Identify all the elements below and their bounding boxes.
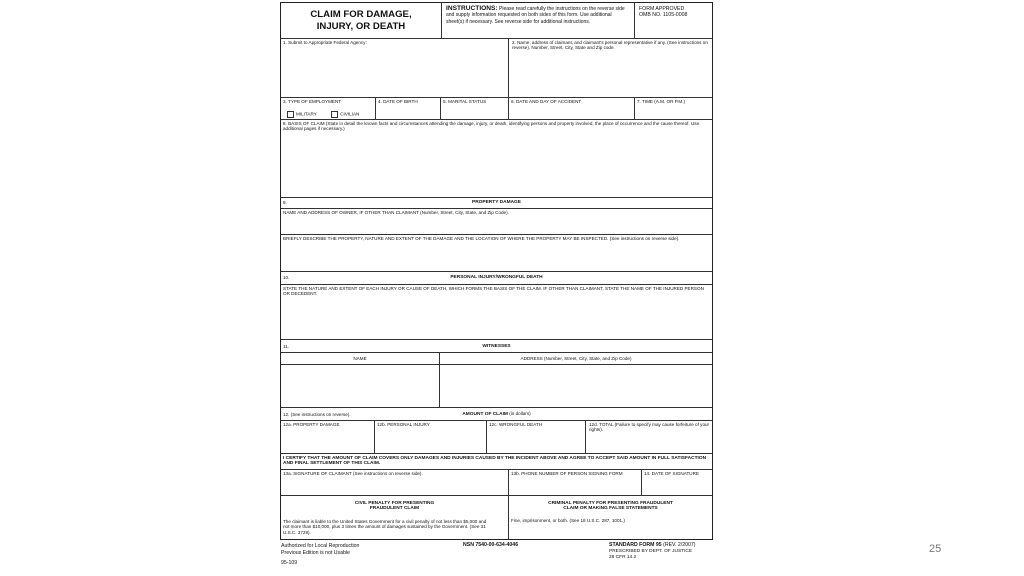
property-header xyxy=(281,198,712,209)
accident-date-label: 6. DATE AND DAY OF ACCIDENT xyxy=(511,99,582,104)
footer-reproduction: Authorized for Local Reproduction xyxy=(281,543,360,549)
witnesses-number: 11. xyxy=(283,344,290,349)
injury-number: 10. xyxy=(283,275,290,280)
title-line-1: CLAIM FOR DAMAGE, xyxy=(310,9,412,20)
owner-label: NAME AND ADDRESS OF OWNER, IF OTHER THAN CLAIMANT (Number, Street, City, State, and Zip Code). xyxy=(283,210,509,215)
title-line-2: INJURY, OR DEATH xyxy=(316,20,406,32)
instructions-text: Please read carefully the instructions on the reverse side and supply information requested on both sides of this form. Use additional sheet(s) if necessary. See reverse side for additional instructions. xyxy=(446,6,625,25)
form-title xyxy=(281,3,442,39)
footer-left xyxy=(281,543,359,567)
amount-heading: AMOUNT OF CLAIM xyxy=(462,412,508,417)
amount-heading-note: (in dollars) xyxy=(509,411,531,416)
marital-field[interactable] xyxy=(441,98,509,120)
claim-form xyxy=(280,2,713,540)
certification-text: I CERTIFY THAT THE AMOUNT OF CLAIM COVERS ONLY DAMAGES AND INJURIES CAUSED BY THE INCIDENT ABOVE AND AGREE TO ACCEPT SAID AMOUNT IN FULL SATISFACTION AND FINAL SETTLEMENT OF THIS CLAIM. xyxy=(283,456,707,467)
basis-field[interactable] xyxy=(281,120,712,198)
employment-field xyxy=(281,98,376,120)
phone-label: 13b. PHONE NUMBER OF PERSON SIGNING FORM xyxy=(511,471,623,476)
civilian-label: CIVILIAN xyxy=(340,111,360,117)
property-description-field[interactable] xyxy=(281,235,712,272)
prescribed-by: PRESCRIBED BY DEPT. OF JUSTICE xyxy=(609,548,693,554)
property-number: 9. xyxy=(283,200,287,205)
dob-label: 4. DATE OF BIRTH xyxy=(378,99,418,104)
witness-name-col: NAME xyxy=(353,356,367,361)
footer-previous-edition: Previous Edition is not Usable xyxy=(281,549,350,556)
civil-penalty-box xyxy=(281,496,509,539)
cfr-reference: 28 CFR 14.2 xyxy=(609,555,637,561)
time-label: 7. TIME (A.M. OR P.M.) xyxy=(637,99,686,104)
injury-header xyxy=(281,272,712,285)
personal-amount-label: 12b. PERSONAL INJURY xyxy=(377,422,430,427)
property-description-label: BRIEFLY DESCRIBE THE PROPERTY, NATURE AND EXTENT OF THE DAMAGE AND THE LOCATION OF WHERE THE PROPERTY MAY BE INSPECTED. (See instructions on reverse side). xyxy=(283,236,680,241)
personal-amount-field[interactable] xyxy=(375,421,487,454)
property-amount-field[interactable] xyxy=(281,421,375,454)
civilian-checkbox[interactable] xyxy=(331,111,338,118)
injury-field[interactable] xyxy=(281,285,712,340)
dob-field[interactable] xyxy=(376,98,441,120)
total-amount-label: 12d. TOTAL (Failure to specify may cause forfeiture of your rights). xyxy=(589,422,710,433)
marital-label: 5. MARITAL STATUS xyxy=(443,99,487,104)
injury-heading: PERSONAL INJURY/WRONGFUL DEATH xyxy=(450,275,543,280)
claimant-label: 2. Name, address of claimant, and claimant's personal representative if any. (See instructions on reverse). Number, Street, City, State and Zip code. xyxy=(512,40,708,51)
total-amount-field[interactable] xyxy=(586,421,712,454)
property-heading: PROPERTY DAMAGE xyxy=(472,200,521,205)
owner-field[interactable] xyxy=(281,209,712,235)
military-checkbox[interactable] xyxy=(287,111,294,118)
witness-address-header xyxy=(440,353,712,365)
witness-address-col: ADDRESS (Number, Street, City, State, and Zip Code) xyxy=(520,356,632,361)
criminal-penalty-box xyxy=(509,496,712,539)
form-revision: (REV. 2/2007) xyxy=(663,542,696,548)
witness-address-field[interactable] xyxy=(440,365,712,408)
military-label: MILITARY xyxy=(296,111,317,117)
certification xyxy=(281,454,712,470)
agency-label: 1. Submit to Appropriate Federal Agency: xyxy=(283,40,367,45)
property-amount-label: 12a. PROPERTY DAMAGE xyxy=(283,422,340,427)
accident-date-field[interactable] xyxy=(509,98,635,120)
amount-header xyxy=(281,408,712,421)
time-field[interactable] xyxy=(635,98,712,120)
criminal-penalty-text: Fine, imprisonment, or both. (See 18 U.S.C. 287, 1001.) xyxy=(511,517,625,523)
criminal-penalty-title-1: CRIMINAL PENALTY FOR PRESENTING FRAUDULENT xyxy=(548,501,673,506)
standard-form: STANDARD FORM 95 xyxy=(609,542,662,548)
witness-name-field[interactable] xyxy=(281,365,440,408)
injury-label: STATE THE NATURE AND EXTENT OF EACH INJURY OR CAUSE OF DEATH, WHICH FORMS THE BASIS OF THE CLAIM. IF OTHER THAN CLAIMANT, STATE THE NAME OF THE INJURED PERSON OR DECEDENT. xyxy=(283,286,704,297)
slide-number: 25 xyxy=(929,543,942,555)
basis-label: 8. BASIS OF CLAIM (State in detail the known facts and circumstances attending the damage, injury, or death, identifying persons and property involved, the place of occurrence and the cause thereof. Use additional pages if necessary.) xyxy=(283,121,700,132)
civil-penalty-title-2: FRAUDULENT CLAIM xyxy=(369,506,420,512)
employment-label: 3. TYPE OF EMPLOYMENT xyxy=(283,99,342,104)
footer-right xyxy=(609,542,696,562)
claimant-field[interactable] xyxy=(509,39,712,98)
instructions-box xyxy=(442,3,635,39)
civil-penalty-title-1: CIVIL PENALTY FOR PRESENTING xyxy=(354,501,435,506)
signature-field[interactable] xyxy=(281,470,509,496)
wrongful-amount-field[interactable] xyxy=(487,421,586,454)
agency-field[interactable] xyxy=(281,39,509,98)
witnesses-heading: WITNESSES xyxy=(482,344,511,349)
footer-nsn: NSN 7540-00-634-4046 xyxy=(463,542,519,548)
witnesses-header xyxy=(281,340,712,353)
amount-number: 12. (See instructions on reverse). xyxy=(283,412,351,417)
omb-number: OMB NO. 1105-0008 xyxy=(639,12,688,19)
criminal-penalty-title-2: CLAIM OR MAKING FALSE STATEMENTS xyxy=(563,506,658,512)
form-approved: FORM APPROVED xyxy=(639,6,685,12)
witness-name-header xyxy=(281,353,440,365)
civil-penalty-text: The claimant is liable to the United States Government for a civil penalty of not less than $5,000 and not more than $10,000, plus 3 times the amount of damages sustained by the Government. (See 31 U.S.C. 3729). xyxy=(283,518,487,535)
form-approved-box xyxy=(635,3,712,39)
instructions-label: INSTRUCTIONS: xyxy=(446,5,498,12)
phone-field[interactable] xyxy=(509,470,642,496)
signature-label: 13a. SIGNATURE OF CLAIMANT (See instructions on reverse side). xyxy=(283,471,423,476)
signature-date-label: 14. DATE OF SIGNATURE xyxy=(644,471,699,476)
wrongful-amount-label: 12c. WRONGFUL DEATH xyxy=(489,422,543,427)
footer-code: 95-109 xyxy=(281,560,298,567)
signature-date-field[interactable] xyxy=(642,470,712,496)
